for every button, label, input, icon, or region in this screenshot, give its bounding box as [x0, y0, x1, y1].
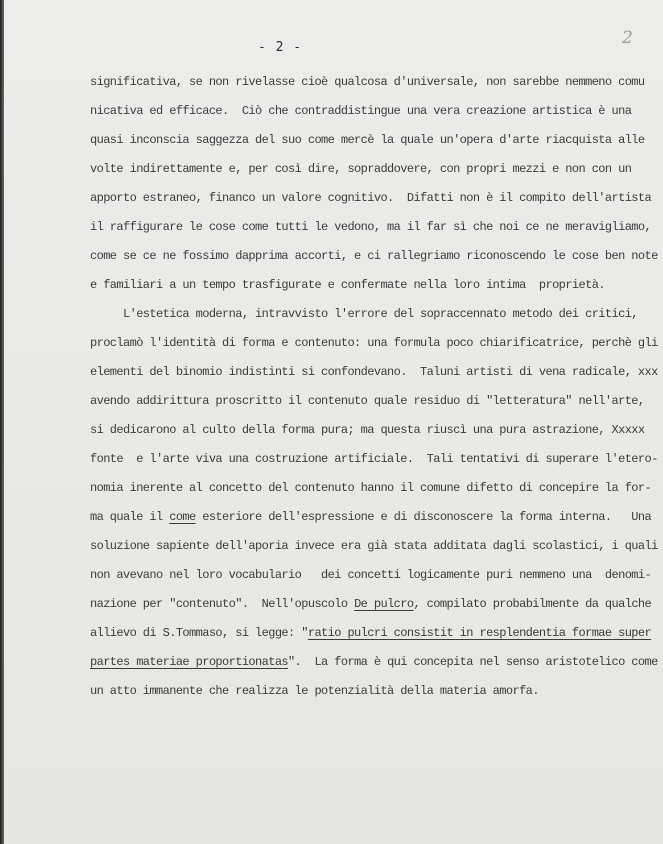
text-line: apporto estraneo, financo un valore cognitivo. Difatti non è il compito dell'artista [90, 191, 652, 205]
text-line [90, 503, 660, 532]
handwritten-page-number: 2 [622, 28, 633, 48]
underlined-word: come [169, 510, 196, 524]
text-line: un atto immanente che realizza le potenzialità della materia amorfa. [90, 684, 539, 698]
text-line: soluzione sapiente dell'aporia invece era già stata additata dagli scolastici, i quali [90, 539, 658, 553]
text-line [90, 648, 660, 677]
text-line: e familiari a un tempo trasfigurate e confermate nella loro intima proprietà. [90, 278, 605, 292]
text-segment: allievo di S.Tommaso, si legge: " [90, 626, 308, 640]
text-line: nicativa ed efficace. Ciò che contraddistingue una vera creazione artistica è una [90, 104, 632, 118]
text-segment: esteriore dell'espressione e di disconoscere la forma interna. Una [195, 510, 652, 524]
text-line: L'estetica moderna, intravvisto l'errore del sopraccennato metodo dei critici, [90, 307, 638, 321]
text-line: proclamò l'identità di forma e contenuto: una formula poco chiarificatrice, perchè gli [90, 336, 658, 350]
text-line: come se ce ne fossimo dapprima accorti, e ci rallegriamo riconoscendo le cose ben note [90, 249, 658, 263]
scan-edge [0, 0, 4, 844]
text-line: volte indirettamente e, per così dire, sopraddovere, con propri mezzi e non con un [90, 162, 632, 176]
text-segment: ". La forma è qui concepita nel senso aristotelico come [288, 655, 658, 669]
text-line: il raffigurare le cose come tutti le vedono, ma il far sì che noi ce ne meravigliamo, [90, 220, 652, 234]
page-number: - 2 - [258, 40, 303, 55]
text-line: fonte e l'arte viva una costruzione artificiale. Tali tentativi di superare l'etero- [90, 452, 658, 466]
text-line [90, 590, 660, 619]
text-segment: nazione per "contenuto". Nell'opuscolo [90, 597, 355, 611]
text-line: elementi del binomio indistinti si confondevano. Taluni artisti di vena radicale, xxx [90, 365, 658, 379]
text-segment: , compilato probabilmente da qualche [413, 597, 652, 611]
underlined-quote: partes materiae proportionatas [90, 655, 289, 669]
body-text [90, 68, 660, 706]
text-segment: ma quale il [90, 510, 170, 524]
underlined-quote: ratio pulcri consistit in resplendentia formae super [307, 626, 652, 640]
text-line: significativa, se non rivelasse cioè qualcosa d'universale, non sarebbe nemmeno comu [90, 75, 645, 89]
text-line [90, 619, 660, 648]
text-line: non avevano nel loro vocabulario dei concetti logicamente puri nemmeno una denomi- [90, 568, 652, 582]
text-line: si dedicarono al culto della forma pura; ma questa riuscì una pura astrazione, Xxxxx [90, 423, 645, 437]
text-line: quasi inconscia saggezza del suo come mercè la quale un'opera d'arte riacquista alle [90, 133, 645, 147]
text-line: nomia inerente al concetto del contenuto hanno il comune difetto di concepire la for- [90, 481, 652, 495]
underlined-title: De pulcro [354, 597, 414, 611]
text-line: avendo addirittura proscritto il contenuto quale residuo di "letteratura" nell'arte, [90, 394, 645, 408]
